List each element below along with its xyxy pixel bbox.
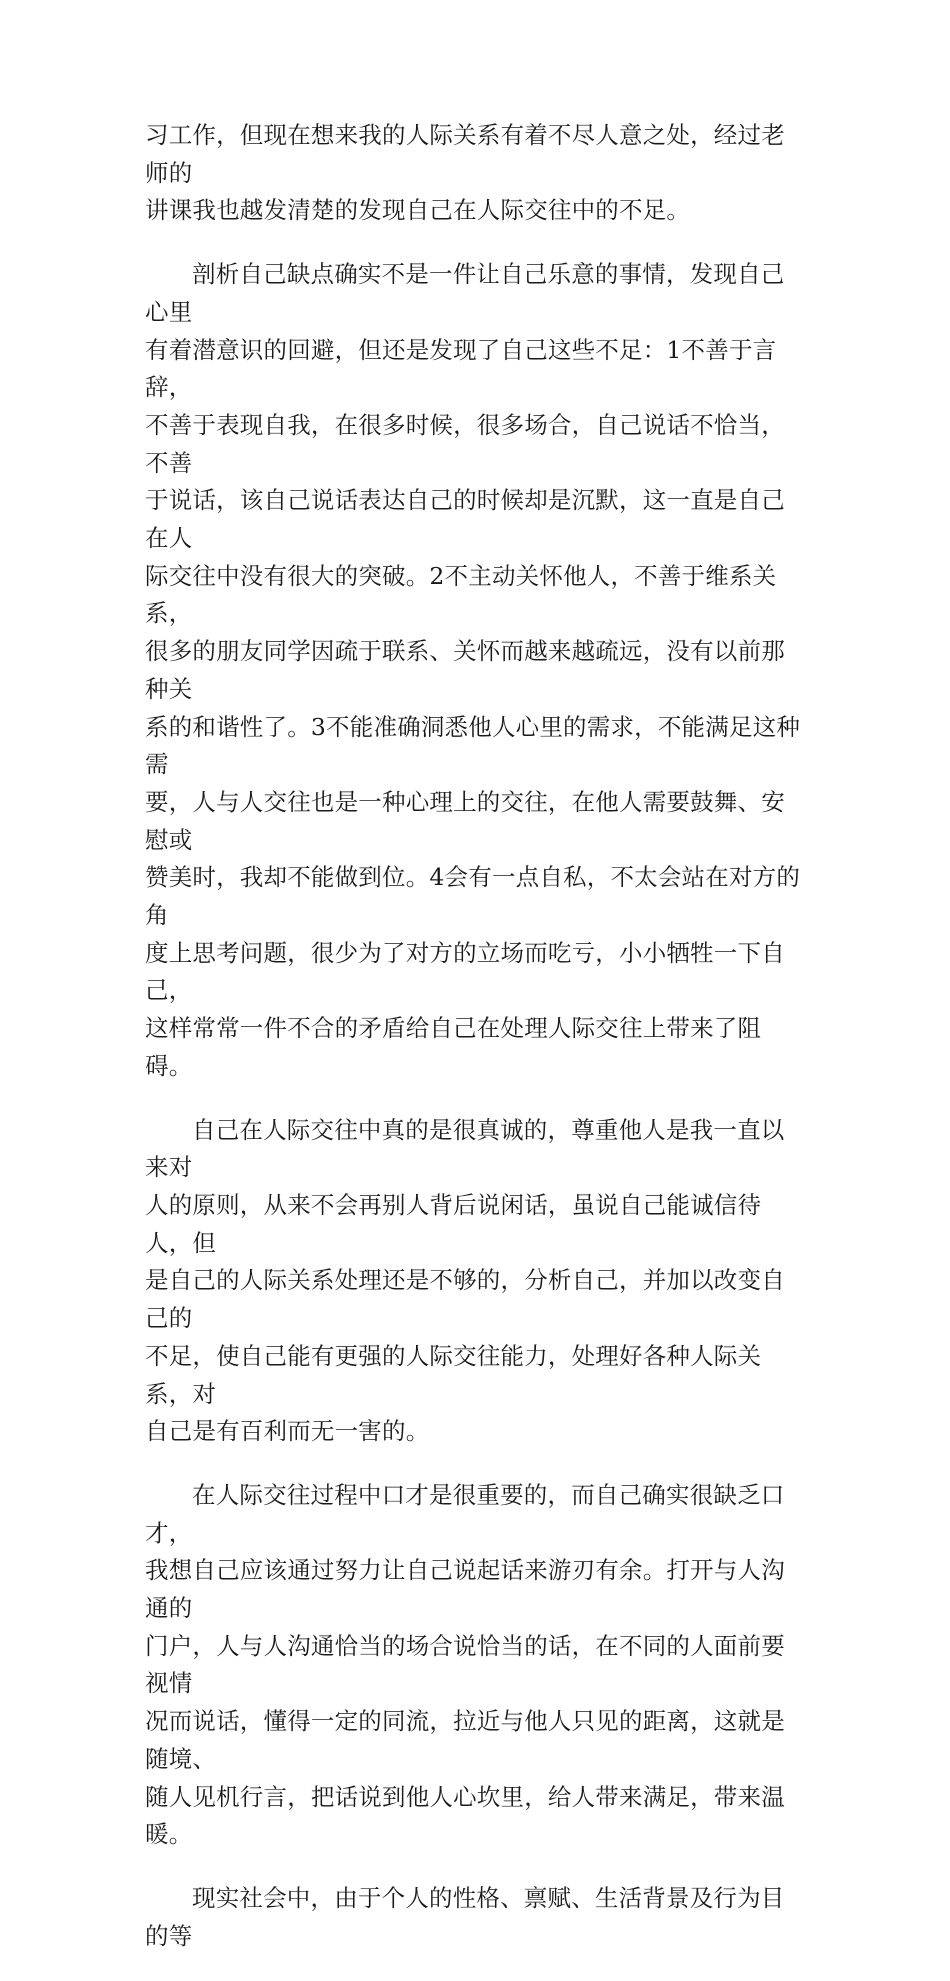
paragraph-2 [145, 256, 805, 1085]
text-line: 在人际交往过程中口才是很重要的，而自己确实很缺乏口才， [145, 1480, 785, 1547]
text-line: 讲课我也越发清楚的发现自己在人际交往中的不足。 [145, 196, 691, 225]
text-line: 很多的朋友同学因疏于联系、关怀而越来越疏远，没有以前那种关 [145, 637, 785, 703]
text-line: 这样常常一件不合的矛盾给自己在处理人际交往上带来了阻碍。 [145, 1014, 762, 1080]
paragraph-3 [145, 1112, 805, 1451]
text-line: 习工作，但现在想来我的人际关系有着不尽人意之处，经过老师的 [145, 121, 785, 187]
text-line: 赞美时，我却不能做到位。4会有一点自私，不太会站在对方的角 [145, 863, 801, 930]
text-line: 人的原则，从来不会再别人背后说闲话，虽说自己能诚信待人，但 [145, 1190, 762, 1257]
text-line: 剖析自己缺点确实不是一件让自己乐意的事情，发现自己心里 [145, 260, 785, 326]
text-line: 自己在人际交往中真的是很真诚的，尊重他人是我一直以来对 [145, 1115, 785, 1182]
text-line: 随人见机行言，把话说到他人心坎里，给人带来满足，带来温暖。 [145, 1782, 785, 1849]
text-line: 要，人与人交往也是一种心理上的交往，在他人需要鼓舞、安慰或 [145, 787, 785, 854]
text-line: 门户，人与人沟通恰当的场合说恰当的话，在不同的人面前要视情 [145, 1631, 785, 1698]
text-line: 现实社会中，由于个人的性格、禀赋、生活背景及行为目的等 [145, 1883, 785, 1950]
document-body [145, 117, 805, 1981]
paragraph-1 [145, 117, 805, 230]
paragraph-4 [145, 1477, 805, 1854]
text-line: 系的和谐性了。3不能准确洞悉他人心里的需求，不能满足这种需 [145, 712, 801, 779]
text-line: 自己是有百利而无一害的。 [145, 1417, 430, 1446]
paragraph-5 [145, 1880, 805, 1955]
text-line: 不善于表现自我，在很多时候，很多场合，自己说话不恰当，不善 [145, 410, 785, 477]
text-line: 况而说话，懂得一定的同流，拉近与他人只见的距离，这就是随境、 [145, 1707, 785, 1773]
text-line: 是自己的人际关系处理还是不够的，分析自己，并加以改变自己的 [145, 1266, 785, 1333]
text-line: 不足，使自己能有更强的人际交往能力，处理好各种人际关系，对 [145, 1341, 762, 1408]
text-line: 有着潜意识的回避，但还是发现了自己这些不足：1不善于言辞， [145, 335, 777, 402]
text-line: 际交往中没有很大的突破。2不主动关怀他人，不善于维系关系， [145, 561, 777, 628]
text-line: 我想自己应该通过努力让自己说起话来游刃有余。打开与人沟通的 [145, 1556, 785, 1623]
text-line: 度上思考问题，很少为了对方的立场而吃亏，小小牺牲一下自己， [145, 938, 785, 1005]
text-line: 于说话，该自己说话表达自己的时候却是沉默，这一直是自己在人 [145, 486, 785, 553]
